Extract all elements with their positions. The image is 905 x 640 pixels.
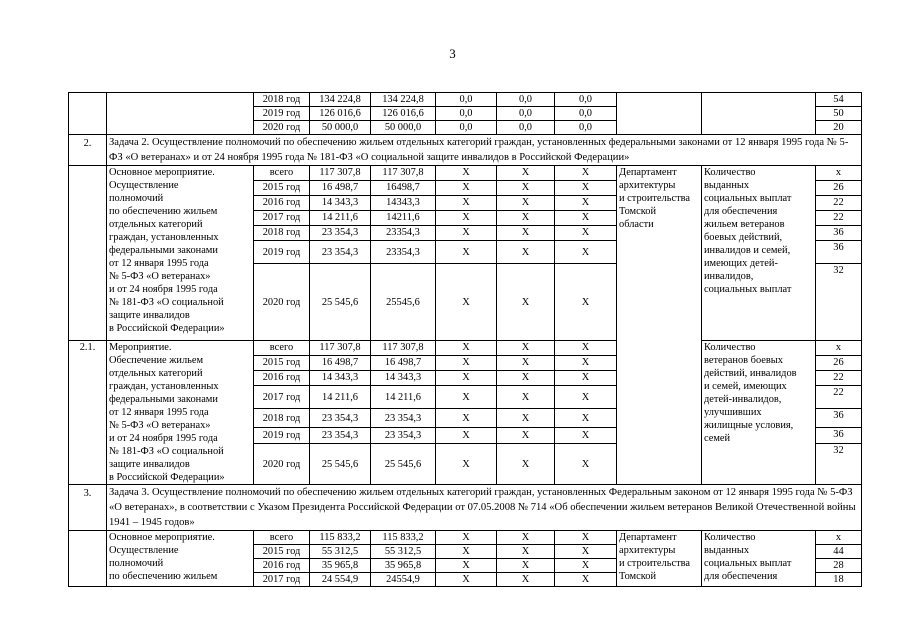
value-cell: 126 016,6 [310, 107, 371, 121]
year-cell: 2018 год [254, 409, 310, 428]
value-cell: X [436, 264, 497, 341]
result-cell: 36 [816, 226, 862, 241]
value-cell: X [497, 166, 555, 181]
num-cell [69, 93, 107, 135]
result-cell: 36 [816, 409, 862, 428]
year-cell: 2017 год [254, 386, 310, 409]
value-cell: X [497, 226, 555, 241]
value-cell: 134 224,8 [310, 93, 371, 107]
table-row [69, 166, 862, 181]
year-cell: 2017 год [254, 211, 310, 226]
year-cell: 2016 год [254, 371, 310, 386]
activity-name: Основное мероприятие. Осуществление полномочий по обеспечению жильем отдельных категорий граждан, установленных федеральными законами от 12 января 1995 года № 5-ФЗ «О ветеранах» и от 24 ноября 1995 года № 181-ФЗ «О социальной защите инвалидов в Российской Федерации» [107, 166, 254, 341]
result-cell: 32 [816, 444, 862, 485]
value-cell: 0,0 [555, 93, 617, 107]
value-cell: 14 211,6 [310, 386, 371, 409]
value-cell: 25545,6 [371, 264, 436, 341]
year-cell: 2017 год [254, 573, 310, 587]
year-cell: 2020 год [254, 121, 310, 135]
value-cell: 23 354,3 [310, 409, 371, 428]
result-cell: 22 [816, 211, 862, 226]
year-cell: 2019 год [254, 428, 310, 444]
value-cell: X [555, 341, 617, 356]
value-cell: X [497, 211, 555, 226]
value-cell: 23354,3 [371, 226, 436, 241]
indicator-cell [702, 93, 816, 135]
value-cell: X [497, 386, 555, 409]
result-cell: 18 [816, 573, 862, 587]
activity-name: Мероприятие. Обеспечение жильем отдельных категорий граждан, установленных федеральными законами от 12 января 1995 года № 5-ФЗ «О ветеранах» и от 24 ноября 1995 года № 181-ФЗ «О социальной защите инвалидов в Российской Федерации» [107, 341, 254, 485]
result-cell: 26 [816, 356, 862, 371]
value-cell: X [555, 545, 617, 559]
value-cell: 25 545,6 [310, 264, 371, 341]
value-cell: 50 000,0 [371, 121, 436, 135]
value-cell: 14211,6 [371, 211, 436, 226]
value-cell: X [436, 226, 497, 241]
value-cell: 23 354,3 [310, 428, 371, 444]
value-cell: X [436, 356, 497, 371]
value-cell: X [436, 531, 497, 545]
value-cell: X [497, 409, 555, 428]
value-cell: X [555, 409, 617, 428]
task-number: 2. [69, 135, 107, 166]
value-cell: X [497, 573, 555, 587]
value-cell: X [436, 196, 497, 211]
value-cell: 23354,3 [371, 241, 436, 264]
value-cell: X [497, 371, 555, 386]
result-cell: 26 [816, 181, 862, 196]
result-cell: х [816, 341, 862, 356]
value-cell: X [436, 386, 497, 409]
value-cell: X [555, 428, 617, 444]
value-cell: 117 307,8 [310, 166, 371, 181]
result-cell: 20 [816, 121, 862, 135]
result-cell: 22 [816, 371, 862, 386]
value-cell: X [555, 264, 617, 341]
value-cell: X [497, 356, 555, 371]
value-cell: 35 965,8 [310, 559, 371, 573]
value-cell: 0,0 [497, 121, 555, 135]
value-cell: X [555, 573, 617, 587]
value-cell: 0,0 [497, 107, 555, 121]
value-cell: 0,0 [436, 121, 497, 135]
value-cell: X [436, 241, 497, 264]
value-cell: X [497, 196, 555, 211]
task-title: Задача 3. Осуществление полномочий по обеспечению жильем отдельных категорий граждан, установленных Федеральным законом от 12 января 1995 года № 5-ФЗ «О ветеранах», в соответствии с Указом Президента Российской Федерации от 07.05.2008 № 714 «Об обеспечении жильем ветеранов Великой Отечественной войны 1941 – 1945 годов» [107, 485, 862, 531]
year-cell: 2020 год [254, 264, 310, 341]
task-row [69, 135, 862, 166]
value-cell: X [497, 531, 555, 545]
value-cell: 134 224,8 [371, 93, 436, 107]
result-cell: 22 [816, 196, 862, 211]
year-cell: 2018 год [254, 226, 310, 241]
value-cell: 50 000,0 [310, 121, 371, 135]
value-cell: X [497, 241, 555, 264]
value-cell: 23 354,3 [371, 409, 436, 428]
value-cell: 117 307,8 [371, 341, 436, 356]
value-cell: 0,0 [497, 93, 555, 107]
year-cell: 2015 год [254, 181, 310, 196]
value-cell: X [436, 211, 497, 226]
page-number: 3 [449, 46, 456, 61]
value-cell: 35 965,8 [371, 559, 436, 573]
value-cell: X [436, 559, 497, 573]
value-cell: X [497, 341, 555, 356]
value-cell: 55 312,5 [371, 545, 436, 559]
year-cell: 2016 год [254, 196, 310, 211]
value-cell: X [555, 559, 617, 573]
value-cell: 23 354,3 [310, 241, 371, 264]
value-cell: X [497, 444, 555, 485]
executor-cell: Департамент архитектуры и строительства Томской [617, 531, 702, 587]
value-cell: X [497, 545, 555, 559]
value-cell: X [436, 166, 497, 181]
name-cell [107, 93, 254, 135]
year-cell: 2015 год [254, 356, 310, 371]
value-cell: X [436, 428, 497, 444]
value-cell: X [497, 559, 555, 573]
value-cell: X [436, 573, 497, 587]
result-cell: 54 [816, 93, 862, 107]
executor-cell [617, 93, 702, 135]
result-cell: х [816, 531, 862, 545]
result-cell: 50 [816, 107, 862, 121]
year-cell: всего [254, 341, 310, 356]
result-cell: 44 [816, 545, 862, 559]
year-cell: 2016 год [254, 559, 310, 573]
value-cell: X [436, 545, 497, 559]
task-row [69, 485, 862, 531]
value-cell: 115 833,2 [371, 531, 436, 545]
result-cell: 28 [816, 559, 862, 573]
value-cell: 0,0 [436, 107, 497, 121]
value-cell: 14 343,3 [310, 196, 371, 211]
value-cell: 14 343,3 [310, 371, 371, 386]
year-cell: всего [254, 531, 310, 545]
value-cell: 0,0 [555, 121, 617, 135]
value-cell: X [555, 166, 617, 181]
value-cell: X [497, 428, 555, 444]
value-cell: 16498,7 [371, 181, 436, 196]
year-cell: 2019 год [254, 241, 310, 264]
value-cell: 25 545,6 [310, 444, 371, 485]
activity-name: Основное мероприятие. Осуществление полномочий по обеспечению жильем [107, 531, 254, 587]
indicator-cell: Количество выданных социальных выплат для обеспечения жильем ветеранов боевых действий, инвалидов и семей, имеющих детей- инвалидов, социальных выплат [702, 166, 816, 341]
value-cell: 117 307,8 [371, 166, 436, 181]
value-cell: X [555, 386, 617, 409]
table-row [69, 341, 862, 356]
year-cell: 2018 год [254, 93, 310, 107]
value-cell: 23 354,3 [310, 226, 371, 241]
value-cell: X [436, 341, 497, 356]
table-row [69, 93, 862, 107]
result-cell: 36 [816, 428, 862, 444]
value-cell: 23 354,3 [371, 428, 436, 444]
value-cell: X [497, 181, 555, 196]
value-cell: 14 211,6 [310, 211, 371, 226]
activity-number: 2.1. [69, 341, 107, 485]
year-cell: 2020 год [254, 444, 310, 485]
value-cell: X [555, 371, 617, 386]
task-number: 3. [69, 485, 107, 531]
value-cell: 126 016,6 [371, 107, 436, 121]
value-cell: 16 498,7 [310, 356, 371, 371]
value-cell: X [436, 409, 497, 428]
value-cell: 115 833,2 [310, 531, 371, 545]
value-cell: 25 545,6 [371, 444, 436, 485]
value-cell: X [555, 196, 617, 211]
value-cell: X [555, 211, 617, 226]
result-cell: х [816, 166, 862, 181]
value-cell: 117 307,8 [310, 341, 371, 356]
value-cell: 0,0 [555, 107, 617, 121]
value-cell: 24554,9 [371, 573, 436, 587]
executor-cell: Департамент архитектуры и строительства Томской области [617, 166, 702, 485]
value-cell: X [436, 181, 497, 196]
result-cell: 36 [816, 241, 862, 264]
value-cell: 0,0 [436, 93, 497, 107]
value-cell: X [555, 531, 617, 545]
indicator-cell: Количество выданных социальных выплат для обеспечения [702, 531, 816, 587]
value-cell: X [436, 444, 497, 485]
num-cell [69, 531, 107, 587]
program-table [68, 92, 862, 587]
num-cell [69, 166, 107, 341]
value-cell: X [436, 371, 497, 386]
result-cell: 32 [816, 264, 862, 341]
indicator-cell: Количество ветеранов боевых действий, инвалидов и семей, имеющих детей-инвалидов, улучшивших жилищные условия, семей [702, 341, 816, 485]
year-cell: всего [254, 166, 310, 181]
value-cell: X [497, 264, 555, 341]
value-cell: 16 498,7 [371, 356, 436, 371]
value-cell: 14 343,3 [371, 371, 436, 386]
value-cell: X [555, 226, 617, 241]
value-cell: 24 554,9 [310, 573, 371, 587]
year-cell: 2019 год [254, 107, 310, 121]
value-cell: X [555, 241, 617, 264]
task-title: Задача 2. Осуществление полномочий по обеспечению жильем отдельных категорий граждан, установленных федеральными законами от 12 января 1995 года № 5-ФЗ «О ветеранах» и от 24 ноября 1995 года № 181-ФЗ «О социальной защите инвалидов в Российской Федерации» [107, 135, 862, 166]
value-cell: 14 211,6 [371, 386, 436, 409]
year-cell: 2015 год [254, 545, 310, 559]
table-row [69, 531, 862, 545]
result-cell: 22 [816, 386, 862, 409]
value-cell: 55 312,5 [310, 545, 371, 559]
value-cell: X [555, 181, 617, 196]
value-cell: X [555, 356, 617, 371]
value-cell: X [555, 444, 617, 485]
value-cell: 16 498,7 [310, 181, 371, 196]
value-cell: 14343,3 [371, 196, 436, 211]
